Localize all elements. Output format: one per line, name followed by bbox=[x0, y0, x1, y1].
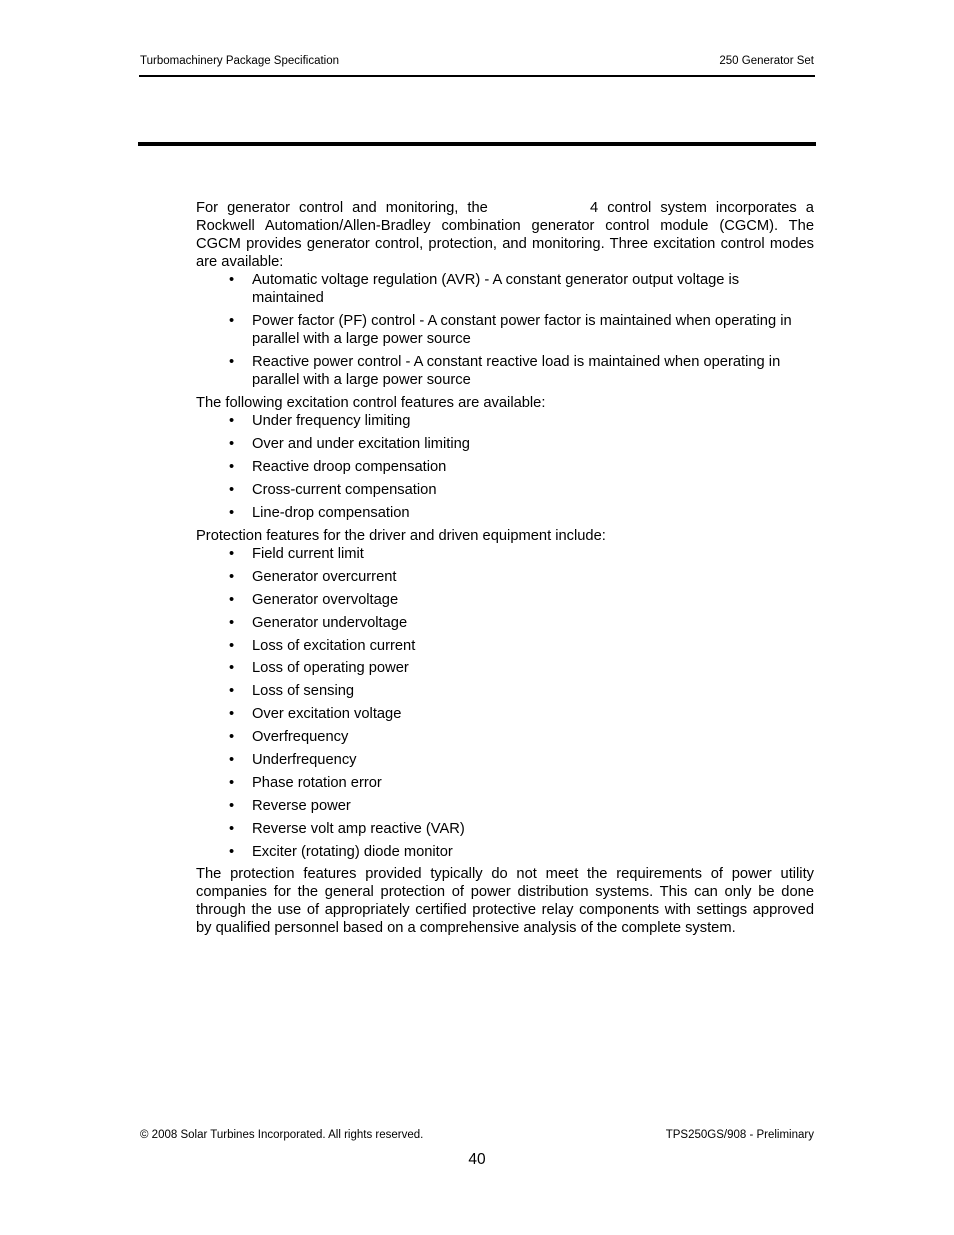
closing-paragraph: The protection features provided typically do not meet the requirements of power utility companies for the general protection of power distribution systems. This can only be done through the use of appropriately certified protective relay components with settings approved by qualified personnel based on a comprehensive analysis of the complete system. bbox=[196, 866, 814, 937]
list-item-text: Field current limit bbox=[252, 546, 364, 562]
list-item bbox=[196, 797, 814, 815]
bullet-icon: • bbox=[229, 505, 235, 521]
list-item bbox=[196, 412, 814, 430]
list-item-text: Underfrequency bbox=[252, 752, 357, 769]
header-document-title: Turbomachinery Package Specification bbox=[140, 55, 340, 67]
section-divider bbox=[138, 142, 816, 146]
list-item bbox=[196, 728, 814, 746]
list-item bbox=[196, 682, 814, 700]
list-item bbox=[196, 435, 814, 453]
protection-features-list bbox=[196, 545, 814, 861]
bullet-icon: • bbox=[229, 820, 235, 837]
bullet-icon: • bbox=[229, 797, 235, 814]
list-item-text: Phase rotation error bbox=[252, 774, 382, 791]
bullet-icon: • bbox=[229, 637, 235, 654]
bullet-icon: • bbox=[229, 313, 235, 329]
intro-paragraph bbox=[196, 199, 814, 271]
list-item-text: Reverse volt amp reactive (VAR) bbox=[252, 820, 465, 837]
list-item bbox=[196, 774, 814, 792]
bullet-icon: • bbox=[229, 706, 235, 723]
list-item-text: Automatic voltage regulation (AVR) - A constant generator output voltage is maintained bbox=[252, 272, 740, 306]
bullet-icon: • bbox=[229, 413, 235, 429]
bullet-icon: • bbox=[229, 614, 235, 631]
list-item-text: Overfrequency bbox=[252, 729, 349, 746]
list-item bbox=[196, 504, 814, 522]
list-item-text: Cross-current compensation bbox=[252, 482, 437, 498]
list-item-text: Generator overvoltage bbox=[252, 591, 399, 608]
bullet-icon: • bbox=[229, 752, 235, 769]
list-item bbox=[196, 568, 814, 586]
footer-copyright: © 2008 Solar Turbines Incorporated. All rights reserved. bbox=[140, 1129, 424, 1141]
bullet-icon: • bbox=[229, 660, 235, 677]
list-item bbox=[196, 312, 814, 348]
bullet-icon: • bbox=[229, 482, 235, 498]
list-item-text: Generator undervoltage bbox=[252, 614, 408, 631]
bullet-icon: • bbox=[229, 729, 235, 746]
list-item-text: Under frequency limiting bbox=[252, 413, 411, 429]
page-body bbox=[196, 199, 814, 937]
bullet-icon: • bbox=[229, 843, 235, 860]
list-item-text: Loss of operating power bbox=[252, 660, 409, 677]
bullet-icon: • bbox=[229, 459, 235, 475]
list-item bbox=[196, 843, 814, 861]
list-item-text: Line-drop compensation bbox=[252, 505, 410, 521]
list-item bbox=[196, 591, 814, 609]
list-item-text: Over excitation voltage bbox=[252, 706, 402, 723]
list-item bbox=[196, 637, 814, 655]
list-item bbox=[196, 820, 814, 838]
list-item bbox=[196, 353, 814, 389]
bullet-icon: • bbox=[229, 546, 235, 562]
excitation-modes-list bbox=[196, 271, 814, 389]
excitation-features-list bbox=[196, 412, 814, 522]
bullet-icon: • bbox=[229, 436, 235, 452]
page-number: 40 bbox=[468, 1151, 486, 1168]
list-item bbox=[196, 751, 814, 769]
bullet-icon: • bbox=[229, 272, 235, 288]
list-item-text: Exciter (rotating) diode monitor bbox=[252, 843, 453, 860]
list-item-text: Generator overcurrent bbox=[252, 568, 397, 585]
list-item-text: Loss of sensing bbox=[252, 683, 355, 700]
footer-document-id: TPS250GS/908 - Preliminary bbox=[665, 1129, 814, 1141]
features-intro: The following excitation control features are available: bbox=[196, 395, 546, 411]
list-item bbox=[196, 705, 814, 723]
intro-text-end: 4 control system incorporates a Rockwell Automation/Allen-Bradley combination generator control module (CGCM). The CGCM provides generator control, protection, and monitoring. Three excitation control modes are available: bbox=[196, 200, 814, 270]
list-item-text: Reactive power control - A constant reactive load is maintained when operating in parallel with a large power source bbox=[252, 354, 781, 388]
protection-intro: Protection features for the driver and driven equipment include: bbox=[196, 528, 606, 544]
list-item bbox=[196, 614, 814, 632]
header-product-name: 250 Generator Set bbox=[719, 55, 814, 67]
bullet-icon: • bbox=[229, 568, 235, 585]
list-item bbox=[196, 481, 814, 499]
list-item-text: Power factor (PF) control - A constant power factor is maintained when operating in parallel with a large power source bbox=[252, 313, 792, 347]
list-item bbox=[196, 271, 814, 307]
list-item-text: Reverse power bbox=[252, 797, 351, 814]
page-header bbox=[139, 55, 815, 77]
intro-text-start: For generator control and monitoring, the bbox=[196, 200, 488, 216]
list-item bbox=[196, 659, 814, 677]
list-item bbox=[196, 545, 814, 563]
list-item-text: Reactive droop compensation bbox=[252, 459, 447, 475]
bullet-icon: • bbox=[229, 354, 235, 370]
list-item-text: Loss of excitation current bbox=[252, 637, 416, 654]
list-item bbox=[196, 458, 814, 476]
bullet-icon: • bbox=[229, 591, 235, 608]
bullet-icon: • bbox=[229, 774, 235, 791]
list-item-text: Over and under excitation limiting bbox=[252, 436, 470, 452]
bullet-icon: • bbox=[229, 683, 235, 700]
